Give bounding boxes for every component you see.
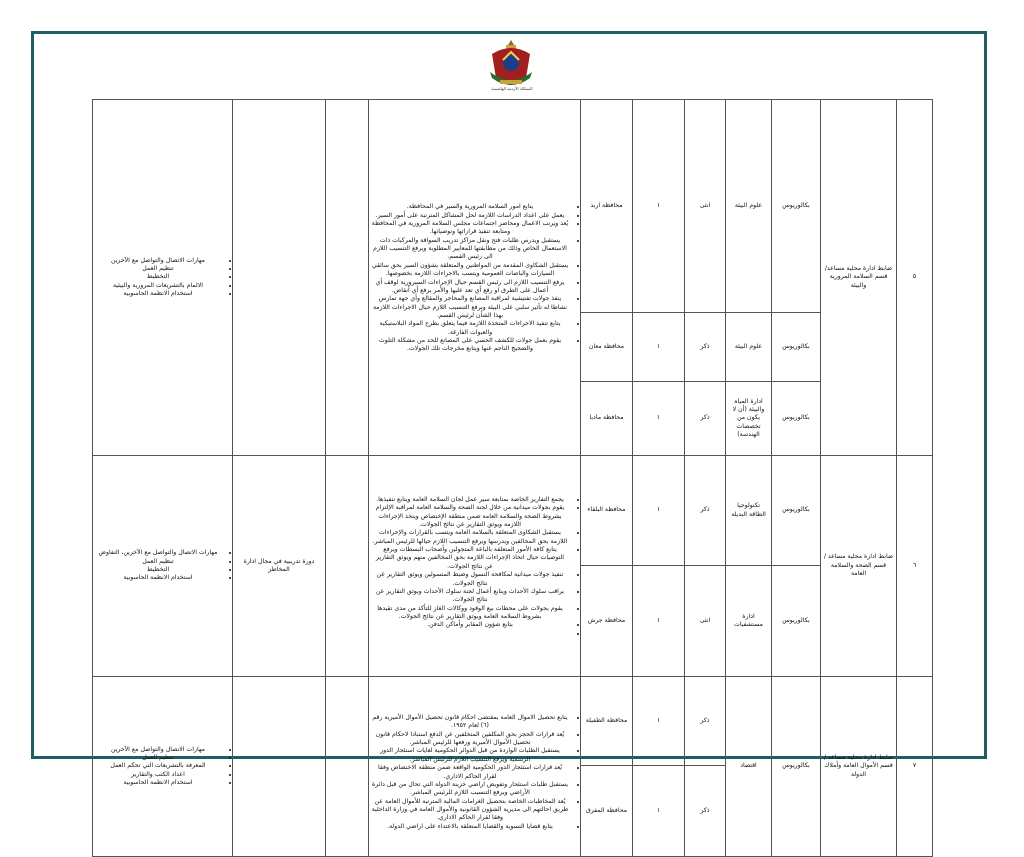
training-cell xyxy=(233,100,326,456)
specialization-cell: علوم البيئة xyxy=(726,313,772,382)
count-cell: ١ xyxy=(633,766,685,857)
duties-list xyxy=(371,702,578,831)
vacancies-table xyxy=(92,99,933,857)
count-cell: ١ xyxy=(633,382,685,456)
skills-list xyxy=(95,257,230,299)
specialization-cell: ادارة المياه والبيئة (أن لا يكون من تخصصات الهندسة) xyxy=(726,382,772,456)
duty-item: • يستقبل ويدرس طلبات فتح ونقل مراكز تدريب السواقة والمركبات ذات الاستعمال الخاص وذلك من مطابقتها للمعايير المطلوبة ويرفع التنسيب اللازم الى رئيس القسم. xyxy=(371,237,569,262)
duty-item: • يتابع امور السلامة المرورية والسير في المحافظة. xyxy=(371,203,569,211)
count-cell: ١ xyxy=(633,566,685,677)
skill-item: • استخدام الانظمة الحاسوبية xyxy=(95,779,221,787)
skill-item: • مهارات الاتصال والتواصل مع الآخرين xyxy=(95,257,221,265)
skill-item: • تنظيم العمل xyxy=(95,265,221,273)
emblem-caption: المملكة الأردنية الهاشمية xyxy=(491,86,533,91)
duty-item: • يتابع كافة الأمور المتعلقة بالباعة المتجولين وأصحاب البسطات ويرفع التوصيات حيال اتخاذ الإجراءات اللازمة بحق المخالفين منهم ويوثق التقارير عن نتائج الجولات. xyxy=(371,546,569,571)
duty-item: • يتابع شؤون المقابر وأماكن الدفن. xyxy=(371,621,569,629)
duty-item: • يستقبل الطلبات الواردة من قبل الدوائر الحكومية لغايات استئجار الدور الرسمية ويرفع التنسيب اللازم للرئيس المباشر. xyxy=(371,747,569,764)
skill-item: • التخطيط xyxy=(95,566,221,574)
duty-item: • تنفيذ جولات ميدانية لمكافحة التسول وضبط المتسولين ويوثق التقارير عن نتائج الجولات. xyxy=(371,571,569,588)
empty-cell xyxy=(326,100,369,456)
count-cell: ١ xyxy=(633,677,685,766)
degree-cell: بكالوريوس xyxy=(772,566,821,677)
group-number: ٧ xyxy=(897,677,933,857)
duty-item: • يُعد قرارات استئجار الدور الحكومية الواقعة ضمن منطقة الاختصاص وفقا لقرار الحاكم الاداري. xyxy=(371,764,569,781)
job-title: ضابط ادارة محلية مساعد / قسم الصحة والسلامة العامة xyxy=(821,456,897,677)
duty-item: • يرفع التنسيب اللازم الى رئيس القسم حيال الإجراءات السيرورية لوقف أي أعمال على الطرق او رفع أي تعد عليها والأمر برفع أي أنقاض. xyxy=(371,279,569,296)
duty-item: • يُعد المخاطبات الخاصة بتحصيل الغرامات المالية المترتبة للأموال العامة عن طريق احالتهم الى مديرية الشؤون القانونية والأموال العامة في وزارة الداخلية وفقا لقرار الحاكم الاداري. xyxy=(371,798,569,823)
count-cell: ١ xyxy=(633,313,685,382)
gender-cell: ذكر xyxy=(685,677,726,766)
skills-list xyxy=(95,746,230,788)
location-cell: محافظة مادبا xyxy=(581,382,633,456)
duty-item: • يتابع تحصيل الاموال العامة بمقتضى احكام قانون تحصيل الأموال الأميرية رقم (٦) لعام ١٩٥٢. xyxy=(371,714,569,731)
group-number: ٦ xyxy=(897,456,933,677)
location-cell: محافظة معان xyxy=(581,313,633,382)
duty-item: • يقوم بعمل جولات للكشف الحسي على المصانع للحد من مشكلة التلوث والضجيج الناجم عنها ويتابع مخرجات تلك الجولات. xyxy=(371,337,569,354)
location-cell: محافظة الطفيلة xyxy=(581,677,633,766)
skill-item: • الالمام بالتشريعات المرورية والبيئية xyxy=(95,282,221,290)
empty-cell xyxy=(326,456,369,677)
skills-cell xyxy=(93,456,233,677)
gender-cell: ذكر xyxy=(685,456,726,566)
duty-item: • ينفذ جولات تفتيشية لمراقبة المصانع والمحاجر والمقالع وأي جهة تمارس نشاطا له تأثير سلبي على البيئة ويرفع التنسيب اللازم حيال الاجراءات اللازمة بهذا الشأن لرئيس القسم. xyxy=(371,295,569,320)
group-number: ٥ xyxy=(897,100,933,456)
degree-cell: بكالوريوس xyxy=(772,456,821,566)
specialization-cell: ادارة مستشفيات xyxy=(726,566,772,677)
duty-item: • يتابع قضايا التسوية والقضايا المتعلقة بالاعتداء على اراضي الدولة. xyxy=(371,823,569,831)
degree-cell: بكالوريوس xyxy=(772,313,821,382)
location-cell: محافظة جرش xyxy=(581,566,633,677)
skills-cell xyxy=(93,677,233,857)
skill-item: • اعداد الكتب والتقارير xyxy=(95,771,221,779)
skill-item: • تنظيم العمل xyxy=(95,754,221,762)
duty-item: • يستقبل الشكاوى المقدمة من المواطنين والمتعلقة بشؤون السير بحق سائقي السيارات والباصات العمومية ويتسب بالاجراءات اللازمة بخصوصها. xyxy=(371,262,569,279)
duty-item: • يتابع تنفيذ الاجراءات المتخذة اللازمة فيما يتعلق بطرح المواد البلاستيكية والعبوات الفارغة. xyxy=(371,320,569,337)
job-title: ضابط ادارة محلية مساعد / قسم الأموال العامة وأملاك الدولة xyxy=(821,677,897,857)
gender-cell: انثى xyxy=(685,100,726,313)
gender-cell: ذكر xyxy=(685,382,726,456)
duty-item: • يعمل على اعداد الدراسات اللازمة لحل المشاكل المترتبة على أمور السير. xyxy=(371,212,569,220)
duty-item: • يُعد قرارات الحجز بحق المكلفين المتخلفين عن الدفع استنادا لاحكام قانون تحصيل الأموال الأميرية ورفعها للرئيس المباشر. xyxy=(371,731,569,748)
duty-item: • يستقبل الشكاوى المتعلقة بالسلامة العامة ويتسب بالقرارات والإجراءات اللازمة بحق المخالفين ويدرسها ويرفع التنسيب اللازم حيالها للرئيس المباشر. xyxy=(371,529,569,546)
duties-cell xyxy=(369,100,581,456)
skill-item: • مهارات الاتصال والتواصل مع الآخرين، التفاوض xyxy=(95,549,221,557)
duties-list xyxy=(371,201,578,353)
empty-cell xyxy=(326,677,369,857)
skill-item: • استخدام الانظمة الحاسوبية xyxy=(95,290,221,298)
location-cell: محافظة البلقاء xyxy=(581,456,633,566)
skill-item: • المعرفة بالتشريعات التي تحكم العمل xyxy=(95,762,221,770)
duties-list xyxy=(371,494,578,638)
specialization-cell: علوم البيئة xyxy=(726,100,772,313)
location-cell: محافظة المفرق xyxy=(581,766,633,857)
duty-item: • يجمع التقارير الخاصة بمتابعة سير عمل لجان السلامة العامة ويتابع تنفيذها. xyxy=(371,496,569,504)
skill-item: • التخطيط xyxy=(95,273,221,281)
gender-cell: ذكر xyxy=(685,313,726,382)
training-cell: دورة تدريبية في مجال ادارة المخاطر xyxy=(233,456,326,677)
duty-item: • يقوم بجولات على محطات بيع الوقود ووكالات الغاز للتأكد من مدى تقيدها بشروط السلامة العامة ويوثق التقارير عن نتائج الجولات. xyxy=(371,605,569,622)
duty-item: • يستقبل طلبات استئجار وتفويض اراضي خزينة الدولة التي تحال من قبل دائرة الأراضي ويرفع التنسيب اللازم للرئيس المباشر. xyxy=(371,781,569,798)
skills-cell xyxy=(93,100,233,456)
specialization-cell: اقتصاد xyxy=(726,677,772,857)
skill-item: • مهارات الاتصال والتواصل مع الآخرين xyxy=(95,746,221,754)
skill-item: • تنظيم العمل xyxy=(95,558,221,566)
specialization-cell: تكنولوجيا الطاقة البديلة xyxy=(726,456,772,566)
count-cell: ١ xyxy=(633,100,685,313)
location-cell: محافظة اربد xyxy=(581,100,633,313)
training-cell xyxy=(233,677,326,857)
degree-cell: بكالوريوس xyxy=(772,100,821,313)
duties-cell xyxy=(369,456,581,677)
duties-cell xyxy=(369,677,581,857)
count-cell: ١ xyxy=(633,456,685,566)
duty-item: • يُعد ويرتب الاعمال ومحاضر اجتماعات مجلس السلامة المرورية في المحافظة ومتابعة تنفيذ قراراتها وتوصياتها. xyxy=(371,220,569,237)
gender-cell: ذكر xyxy=(685,766,726,857)
degree-cell: بكالوريوس xyxy=(772,382,821,456)
duty-item: • يراقب سلوك الأحداث ويتابع أعمال لجنة سلوك الأحداث ويوثق التقارير عن نتائج الجولات. xyxy=(371,588,569,605)
job-title: ضابط ادارة محلية مساعد/قسم السلامة المرورية والبيئة xyxy=(821,100,897,456)
duty-item: • يقوم بجولات ميدانية من خلال لجنة الصحة والسلامة العامة لمراقبة الإلتزام بشروط الصحة والسلامة العامة ضمن منطقة الإختصاص ويتخذ الإجراءات اللازمة ويوثق التقارير عن نتائج الجولات. xyxy=(371,504,569,529)
gender-cell: انثى xyxy=(685,566,726,677)
degree-cell: بكالوريوس xyxy=(772,677,821,857)
skills-list xyxy=(95,549,230,582)
duty-item xyxy=(371,630,569,638)
skill-item: • استخدام الانظمة الحاسوبية xyxy=(95,574,221,582)
